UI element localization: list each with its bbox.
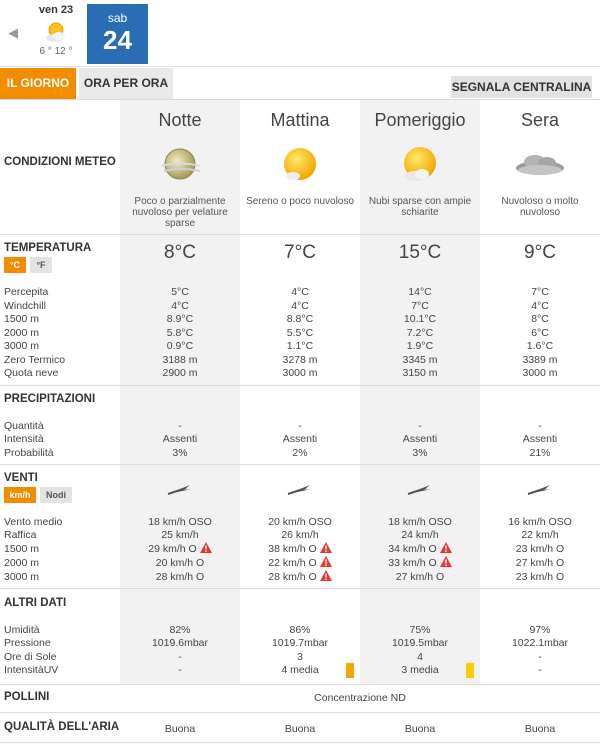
temp-cell: 6°C [531,327,549,339]
other-cell: 3 media [401,664,439,676]
temp-cell: 8°C [531,313,549,325]
sun-cloud-icon [41,20,71,44]
row-label: 2000 m [4,327,40,339]
wind-arrow-icon [360,480,480,500]
wind-value: 20 km/h O [155,557,205,569]
row-label: Windchill [4,300,47,312]
air-quality-cell: Buona [284,723,316,735]
row-label: Vento medio [4,516,63,528]
sun-small-cloud-icon [240,144,360,186]
wind-cell [480,528,600,542]
wind-value: 26 km/h [281,529,319,541]
precip-cell: - [178,420,182,432]
wind-cell [240,515,360,529]
temp-cell: 3000 m [282,367,318,379]
section-pollini: POLLINI [4,691,50,703]
temp-cell: 4°C [291,300,309,312]
wind-cell [120,515,240,529]
tab-il-giorno[interactable]: IL GIORNO [0,68,76,99]
precip-cell: 2% [292,447,308,459]
temp-main: 8°C [164,242,196,263]
divider [0,66,600,67]
temp-cell: 4°C [171,300,189,312]
temp-cell: 3150 m [402,367,438,379]
wind-value: 22 km/h O [268,557,317,569]
section-temperatura: TEMPERATURA [4,242,92,254]
wind-value: 18 km/h OSO [148,516,212,528]
day-selected-number: 24 [103,25,132,55]
unit-kmh-button[interactable]: km/h [4,487,36,503]
wind-value: 23 km/h O [515,571,565,583]
precip-cell: - [538,420,542,432]
segnala-centralina-button[interactable]: SEGNALA CENTRALINA [451,76,592,98]
divider [0,712,600,713]
warning-icon [320,570,332,581]
period-mattina: Mattina [270,110,330,130]
wind-cell [480,556,600,570]
other-cell: - [538,651,542,663]
section-precipitazioni: PRECIPITAZIONI [4,393,96,405]
day-selected-name: sab [107,11,128,25]
precip-cell: Assenti [522,433,558,445]
temp-main: 15°C [398,242,442,263]
row-label: 3000 m [4,340,40,352]
temp-cell: 3345 m [402,354,438,366]
other-cell: 82% [169,624,191,636]
wind-value: 22 km/h [521,529,559,541]
wind-value: 38 km/h O [268,543,317,555]
day-prev[interactable] [26,2,86,64]
wind-value: 28 km/h O [155,571,205,583]
precip-cell: 21% [529,447,551,459]
wind-cell [360,515,480,529]
row-label: 1500 m [4,313,40,325]
wind-cell [480,542,600,556]
previous-arrow-icon[interactable]: ◀ [8,25,18,40]
temp-cell: 7°C [531,286,549,298]
temp-cell: 1.1°C [286,340,314,352]
row-label: 1500 m [4,543,40,555]
warning-icon [320,556,332,567]
row-label: Zero Termico [4,354,66,366]
temp-cell: 4°C [531,300,549,312]
wind-cell [240,570,360,584]
row-label: Intensità [4,433,44,445]
temp-cell: 3188 m [162,354,198,366]
wind-value: 18 km/h OSO [388,516,452,528]
temp-cell: 1.6°C [526,340,554,352]
temp-cell: 7°C [411,300,429,312]
warning-icon [440,556,452,567]
condition-desc: Nubi sparse con ampie schiarite [368,196,472,218]
temp-cell: 14°C [408,286,432,298]
clouds-icon [480,144,600,186]
forecast-table [0,100,600,744]
temp-cell: 8.9°C [166,313,194,325]
period-notte: Notte [158,110,202,130]
row-label: Quota neve [4,367,59,379]
wind-cell [360,556,480,570]
precip-cell: Assenti [282,433,318,445]
wind-cell [240,556,360,570]
air-quality-cell: Buona [404,723,436,735]
row-label: Probabilità [4,447,54,459]
view-tabs [0,68,600,100]
wind-arrow-icon [120,480,240,500]
temp-cell: 5.5°C [286,327,314,339]
temp-cell: 7.2°C [406,327,434,339]
air-quality-cell: Buona [164,723,196,735]
wind-value: 27 km/h O [395,571,445,583]
uv-indicator [466,663,474,678]
unit-celsius-button[interactable]: °C [4,257,26,273]
row-label: 3000 m [4,571,40,583]
row-label: Raffica [4,529,37,541]
section-qualita-aria: QUALITÀ DELL'ARIA [4,721,120,733]
wind-value: 20 km/h OSO [268,516,332,528]
wind-value: 28 km/h O [268,571,317,583]
sun-cloud-icon [360,144,480,186]
wind-value: 29 km/h O [148,543,197,555]
column-pomeriggio [360,100,480,685]
other-cell: 1019.7mbar [271,637,329,649]
other-cell: 3 [297,651,303,663]
day-prev-temps: 6 ° 12 ° [39,46,73,57]
column-sera [480,100,600,685]
divider [0,588,600,589]
wind-arrow-icon [240,480,360,500]
tab-ora-per-ora[interactable]: ORA PER ORA [79,68,173,99]
temp-cell: 3278 m [282,354,318,366]
row-label: Percepita [4,286,49,298]
wind-cell [120,570,240,584]
precip-cell: Assenti [162,433,198,445]
other-cell: - [178,664,182,676]
condition-desc: Nuvoloso o molto nuvoloso [501,196,579,218]
section-venti: VENTI [4,472,38,484]
row-label: 2000 m [4,557,40,569]
warning-icon [440,542,452,553]
row-label: Quantità [4,420,44,432]
wind-cell [360,528,480,542]
warning-icon [200,542,212,553]
temp-cell: 5°C [171,286,189,298]
wind-value: 27 km/h O [515,557,565,569]
temp-cell: 0.9°C [166,340,194,352]
wind-cell [360,570,480,584]
temp-cell: 3389 m [522,354,558,366]
wind-value: 24 km/h [401,529,439,541]
row-label: Ore di Sole [4,651,57,663]
other-cell: - [538,664,542,676]
wind-cell [480,570,600,584]
other-cell: 75% [409,624,431,636]
divider [0,234,600,235]
section-altri-dati: ALTRI DATI [4,597,67,609]
temp-cell: 10.1°C [403,313,437,325]
precip-cell: Assenti [402,433,438,445]
uv-indicator [346,663,354,678]
divider [0,742,600,743]
temp-cell: 5.8°C [166,327,194,339]
row-label: IntensitàUV [4,664,59,676]
wind-arrow-icon [480,480,600,500]
temp-main: 7°C [284,242,316,263]
wind-value: 16 km/h OSO [508,516,572,528]
precip-cell: - [298,420,302,432]
precip-cell: 3% [412,447,428,459]
wind-value: 33 km/h O [388,557,437,569]
temp-cell: 1.9°C [406,340,434,352]
precip-cell: 3% [172,447,188,459]
day-selected[interactable] [87,4,148,64]
precip-cell: - [418,420,422,432]
period-sera: Sera [520,110,560,130]
condition-desc: Poco o parzialmente nuvoloso per velature sparse [132,196,228,229]
temp-cell: 4°C [291,286,309,298]
pollini-value: Concentrazione ND [314,692,406,704]
column-notte [120,100,240,685]
row-label: Umidità [4,624,40,636]
divider [0,684,600,685]
row-label: Pressione [4,637,51,649]
unit-fahrenheit-button[interactable]: °F [30,257,52,273]
date-strip [0,0,600,66]
air-quality-cell: Buona [524,723,556,735]
temp-main: 9°C [524,242,556,263]
wind-value: 25 km/h [161,529,199,541]
wind-cell [480,515,600,529]
wind-cell [240,528,360,542]
temp-cell: 3000 m [522,367,558,379]
wind-cell [120,528,240,542]
moon-haze-icon [120,144,240,186]
other-cell: 1022.1mbar [511,637,569,649]
other-cell: - [178,651,182,663]
other-cell: 4 media [281,664,319,676]
wind-cell [120,542,240,556]
wind-value: 34 km/h O [388,543,437,555]
other-cell: 4 [417,651,423,663]
temp-cell: 2900 m [162,367,198,379]
condition-desc: Sereno o poco nuvoloso [246,196,354,207]
warning-icon [320,542,332,553]
day-prev-name: ven 23 [38,4,74,16]
wind-cell [120,556,240,570]
period-pomeriggio: Pomeriggio [374,110,466,130]
other-cell: 86% [289,624,311,636]
divider [0,385,600,386]
other-cell: 97% [529,624,551,636]
temp-cell: 8.8°C [286,313,314,325]
divider [0,464,600,465]
wind-cell [240,542,360,556]
other-cell: 1019.5mbar [391,637,449,649]
wind-value: 23 km/h O [515,543,565,555]
column-mattina [240,100,360,685]
section-condizioni: CONDIZIONI METEO [4,156,116,168]
unit-nodi-button[interactable]: Nodi [40,487,72,503]
other-cell: 1019.6mbar [151,637,209,649]
wind-cell [360,542,480,556]
